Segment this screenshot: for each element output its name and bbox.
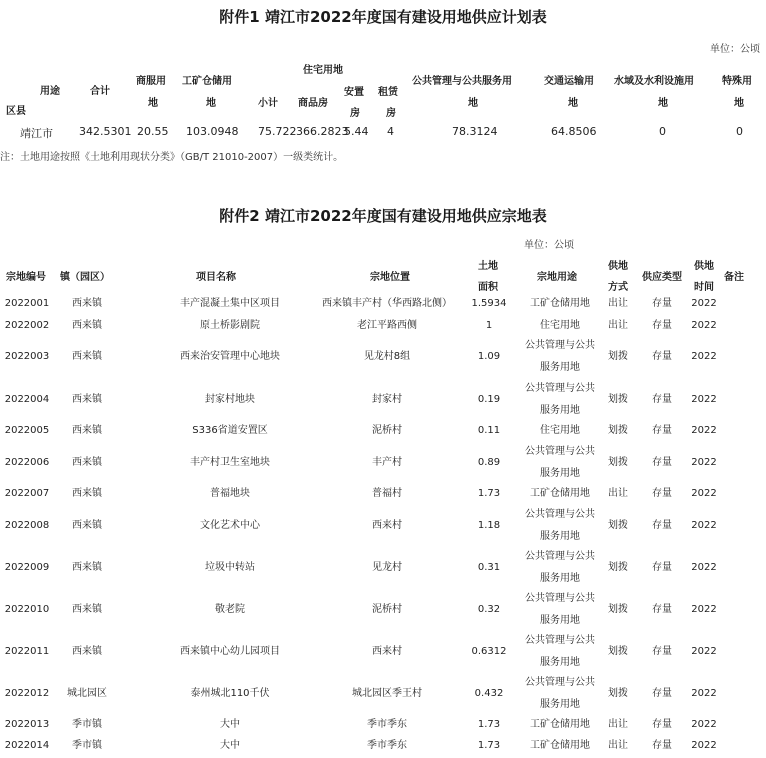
- t2-cell-location: 西来镇丰产村（华西路北侧）: [322, 298, 452, 309]
- t2-cell-area: 1.18: [477, 520, 501, 531]
- t2-cell-usage: [512, 378, 608, 422]
- t2-usage-line: 服务用地: [540, 531, 580, 542]
- t2-cell-usage: [512, 441, 608, 485]
- t2-header-project: 项目名称: [196, 272, 236, 283]
- t2-cell-supply-type: 存量: [652, 488, 672, 499]
- t2-cell-location: 泥桥村: [372, 425, 402, 436]
- t2-header-area-2: 面积: [478, 282, 498, 293]
- t2-usage-line: 工矿仓储用地: [530, 719, 590, 730]
- t2-cell-project: 泰州城北110千伏: [190, 688, 270, 699]
- t2-cell-area: 0.89: [477, 457, 501, 468]
- t1-header-resettle-2: 房: [350, 108, 360, 119]
- t2-cell-time: 2022: [691, 488, 717, 499]
- t2-usage-line: 工矿仓储用地: [530, 740, 590, 751]
- t2-cell-supply-type: 存量: [652, 394, 672, 405]
- t1-header-usage: 用途: [40, 86, 60, 97]
- t2-cell-area: 1: [485, 320, 493, 331]
- t2-cell-town: 西来镇: [72, 425, 102, 436]
- t2-cell-area: 0.31: [477, 562, 501, 573]
- t2-cell-id: 2022011: [4, 646, 50, 657]
- t2-cell-usage: [512, 630, 608, 674]
- t1-header-commercial-1: 商服用: [136, 76, 166, 87]
- t2-cell-time: 2022: [691, 298, 717, 309]
- t2-cell-time: 2022: [691, 562, 717, 573]
- t2-usage-line: 公共管理与公共: [525, 635, 595, 646]
- t2-cell-id: 2022003: [4, 351, 50, 362]
- t2-cell-usage: [512, 718, 608, 732]
- t2-cell-supply-type: 存量: [652, 425, 672, 436]
- t1-header-district: 区县: [6, 106, 26, 117]
- t2-cell-location: 丰产村: [372, 457, 402, 468]
- t2-cell-area: 1.5934: [471, 298, 507, 309]
- t2-cell-time: 2022: [691, 351, 717, 362]
- t2-cell-project: 普福地块: [210, 488, 250, 499]
- t1-header-special-1: 特殊用: [722, 76, 752, 87]
- t1-header-rental-2: 房: [386, 108, 396, 119]
- t2-cell-time: 2022: [691, 457, 717, 468]
- t2-cell-method: 划拨: [608, 457, 628, 468]
- t2-cell-town: 城北园区: [67, 688, 107, 699]
- t1-header-water-1: 水域及水利设施用: [614, 76, 694, 87]
- t1-special: 0: [736, 125, 743, 138]
- t2-usage-line: 住宅用地: [540, 320, 580, 331]
- t2-cell-method: 划拨: [608, 604, 628, 615]
- t1-subtotal: 75.722: [258, 125, 297, 138]
- t2-cell-project: 丰产混凝土集中区项目: [180, 298, 280, 309]
- t2-cell-id: 2022007: [4, 488, 50, 499]
- table2-unit: 单位：公顷: [524, 240, 574, 251]
- t2-cell-time: 2022: [691, 719, 717, 730]
- t2-usage-line: 公共管理与公共: [525, 509, 595, 520]
- t2-cell-supply-type: 存量: [652, 520, 672, 531]
- t2-cell-supply-type: 存量: [652, 351, 672, 362]
- t2-cell-id: 2022008: [4, 520, 50, 531]
- t2-header-time-2: 时间: [694, 282, 714, 293]
- t2-cell-supply-type: 存量: [652, 604, 672, 615]
- t2-cell-id: 2022014: [4, 740, 50, 751]
- t2-cell-town: 西来镇: [72, 394, 102, 405]
- t1-header-industrial-2: 地: [206, 98, 216, 109]
- t2-cell-location: 封家村: [372, 394, 402, 405]
- t2-cell-town: 西来镇: [72, 562, 102, 573]
- t2-cell-project: 文化艺术中心: [200, 520, 260, 531]
- t2-cell-id: 2022005: [4, 425, 50, 436]
- t2-cell-area: 0.11: [477, 425, 501, 436]
- t2-usage-line: 服务用地: [540, 657, 580, 668]
- t2-cell-usage: [512, 546, 608, 590]
- t2-cell-area: 0.19: [477, 394, 501, 405]
- t2-cell-project: S336省道安置区: [192, 425, 268, 436]
- t2-cell-location: 普福村: [372, 488, 402, 499]
- t1-transport: 64.8506: [551, 125, 597, 138]
- t2-cell-supply-type: 存量: [652, 719, 672, 730]
- t2-cell-time: 2022: [691, 520, 717, 531]
- t1-header-residential: 住宅用地: [303, 65, 343, 76]
- t2-cell-usage: [512, 504, 608, 548]
- t2-cell-town: 西来镇: [72, 298, 102, 309]
- t1-header-resettle-1: 安置: [344, 87, 364, 98]
- t2-cell-location: 城北园区季王村: [352, 688, 422, 699]
- t2-cell-project: 丰产村卫生室地块: [190, 457, 270, 468]
- t2-cell-method: 出让: [608, 719, 628, 730]
- t2-cell-project: 西来治安管理中心地块: [180, 351, 280, 362]
- t2-cell-area: 0.432: [474, 688, 504, 699]
- t1-water: 0: [659, 125, 666, 138]
- t2-header-location: 宗地位置: [370, 272, 410, 283]
- t2-cell-id: 2022013: [4, 719, 50, 730]
- t2-cell-location: 老江平路西侧: [357, 320, 417, 331]
- t2-cell-supply-type: 存量: [652, 646, 672, 657]
- t2-cell-town: 西来镇: [72, 320, 102, 331]
- t1-total: 342.5301: [79, 125, 132, 138]
- t2-usage-line: 公共管理与公共: [525, 593, 595, 604]
- t2-cell-location: 西来村: [372, 646, 402, 657]
- t1-header-transport-2: 地: [568, 98, 578, 109]
- t2-cell-area: 0.32: [477, 604, 501, 615]
- t2-cell-usage: [512, 672, 608, 716]
- t2-cell-area: 1.09: [477, 351, 501, 362]
- t2-cell-town: 西来镇: [72, 488, 102, 499]
- t2-usage-line: 住宅用地: [540, 425, 580, 436]
- t2-cell-location: 见龙村: [372, 562, 402, 573]
- t2-cell-id: 2022001: [4, 298, 50, 309]
- t2-cell-id: 2022012: [4, 688, 50, 699]
- t2-cell-method: 划拨: [608, 351, 628, 362]
- t2-cell-usage: [512, 739, 608, 753]
- t2-cell-supply-type: 存量: [652, 688, 672, 699]
- t2-header-method-2: 方式: [608, 282, 628, 293]
- t2-cell-location: 西来村: [372, 520, 402, 531]
- table1-note: 注：土地用途按照《土地利用现状分类》（GB/T 21010-2007）一级类统计。: [0, 152, 344, 163]
- t2-usage-line: 工矿仓储用地: [530, 298, 590, 309]
- t2-cell-id: 2022009: [4, 562, 50, 573]
- t1-district: 靖江市: [20, 127, 53, 140]
- t2-cell-time: 2022: [691, 740, 717, 751]
- t2-cell-time: 2022: [691, 646, 717, 657]
- t2-cell-method: 划拨: [608, 394, 628, 405]
- t2-cell-method: 划拨: [608, 646, 628, 657]
- t1-header-commodity: 商品房: [298, 98, 328, 109]
- t2-header-id: 宗地编号: [6, 272, 46, 283]
- t2-cell-time: 2022: [691, 604, 717, 615]
- t2-cell-time: 2022: [691, 320, 717, 331]
- t2-cell-area: 1.73: [477, 488, 501, 499]
- t2-cell-usage: [512, 487, 608, 501]
- t2-header-time-1: 供地: [694, 261, 714, 272]
- t2-cell-usage: [512, 424, 608, 438]
- t2-cell-area: 1.73: [477, 719, 501, 730]
- t1-header-industrial-1: 工矿仓储用: [182, 76, 232, 87]
- t2-header-usage: 宗地用途: [537, 272, 577, 283]
- t2-cell-usage: [512, 335, 608, 379]
- t2-cell-supply-type: 存量: [652, 298, 672, 309]
- t2-cell-location: 见龙村8组: [363, 351, 411, 362]
- t2-cell-town: 西来镇: [72, 604, 102, 615]
- t1-industrial: 103.0948: [186, 125, 239, 138]
- t2-cell-location: 季市季东: [367, 719, 407, 730]
- t2-cell-usage: [512, 319, 608, 333]
- t2-cell-area: 1.73: [477, 740, 501, 751]
- t2-usage-line: 服务用地: [540, 362, 580, 373]
- t1-header-total: 合计: [90, 86, 110, 97]
- t1-public: 78.3124: [452, 125, 498, 138]
- t2-cell-id: 2022006: [4, 457, 50, 468]
- t2-cell-project: 大中: [220, 719, 240, 730]
- t1-header-transport-1: 交通运输用: [544, 76, 594, 87]
- t2-cell-usage: [512, 588, 608, 632]
- t2-usage-line: 公共管理与公共: [525, 340, 595, 351]
- t2-usage-line: 公共管理与公共: [525, 677, 595, 688]
- t2-cell-location: 季市季东: [367, 740, 407, 751]
- t2-cell-project: 西来镇中心幼儿园项目: [180, 646, 280, 657]
- t2-cell-project: 大中: [220, 740, 240, 751]
- t2-cell-supply-type: 存量: [652, 457, 672, 468]
- t2-cell-project: 垃圾中转站: [205, 562, 255, 573]
- t2-cell-town: 西来镇: [72, 520, 102, 531]
- t2-usage-line: 公共管理与公共: [525, 446, 595, 457]
- t2-usage-line: 公共管理与公共: [525, 551, 595, 562]
- t2-header-supply-type: 供应类型: [642, 272, 682, 283]
- t2-header-area-1: 土地: [478, 261, 498, 272]
- t2-usage-line: 服务用地: [540, 405, 580, 416]
- t2-cell-method: 划拨: [608, 688, 628, 699]
- t1-commercial: 20.55: [137, 125, 169, 138]
- t2-cell-id: 2022002: [4, 320, 50, 331]
- t2-usage-line: 服务用地: [540, 573, 580, 584]
- t2-usage-line: 公共管理与公共: [525, 383, 595, 394]
- t2-cell-method: 出让: [608, 740, 628, 751]
- t2-usage-line: 服务用地: [540, 699, 580, 710]
- t1-rental: 4: [387, 125, 394, 138]
- t2-cell-location: 泥桥村: [372, 604, 402, 615]
- t2-cell-town: 季市镇: [72, 740, 102, 751]
- t2-usage-line: 服务用地: [540, 615, 580, 626]
- t2-usage-line: 服务用地: [540, 468, 580, 479]
- table2-title: 附件2 靖江市2022年度国有建设用地供应宗地表: [219, 207, 547, 225]
- t2-cell-town: 西来镇: [72, 457, 102, 468]
- t2-cell-method: 划拨: [608, 520, 628, 531]
- t2-cell-method: 出让: [608, 298, 628, 309]
- t2-cell-method: 出让: [608, 320, 628, 331]
- t2-cell-area: 0.6312: [471, 646, 507, 657]
- t2-cell-method: 划拨: [608, 425, 628, 436]
- t2-cell-id: 2022010: [4, 604, 50, 615]
- t2-cell-project: 封家村地块: [205, 394, 255, 405]
- t2-cell-time: 2022: [691, 688, 717, 699]
- t1-header-public-1: 公共管理与公共服务用: [412, 76, 512, 87]
- t2-cell-town: 季市镇: [72, 719, 102, 730]
- t2-cell-supply-type: 存量: [652, 740, 672, 751]
- t2-header-method-1: 供地: [608, 261, 628, 272]
- t2-cell-usage: [512, 297, 608, 311]
- t2-cell-method: 出让: [608, 488, 628, 499]
- t2-cell-time: 2022: [691, 394, 717, 405]
- t1-header-public-2: 地: [468, 98, 478, 109]
- t1-header-subtotal: 小计: [258, 98, 278, 109]
- t2-cell-supply-type: 存量: [652, 562, 672, 573]
- t2-cell-town: 西来镇: [72, 646, 102, 657]
- t2-cell-supply-type: 存量: [652, 320, 672, 331]
- t2-cell-project: 敬老院: [215, 604, 245, 615]
- t2-usage-line: 工矿仓储用地: [530, 488, 590, 499]
- table1-unit: 单位：公顷: [710, 44, 760, 55]
- t1-header-water-2: 地: [658, 98, 668, 109]
- t1-header-special-2: 地: [734, 98, 744, 109]
- t1-resettle: 5.44: [344, 125, 369, 138]
- t1-header-commercial-2: 地: [148, 98, 158, 109]
- t1-header-rental-1: 租赁: [378, 87, 398, 98]
- t1-commodity: 366.2823: [296, 125, 349, 138]
- t2-cell-method: 划拨: [608, 562, 628, 573]
- table1-title: 附件1 靖江市2022年度国有建设用地供应计划表: [219, 8, 547, 26]
- t2-cell-time: 2022: [691, 425, 717, 436]
- t2-header-remark: 备注: [724, 272, 744, 283]
- t2-header-town: 镇（园区）: [60, 272, 110, 283]
- t2-cell-project: 原土桥影剧院: [200, 320, 260, 331]
- t2-cell-town: 西来镇: [72, 351, 102, 362]
- t2-cell-id: 2022004: [4, 394, 50, 405]
